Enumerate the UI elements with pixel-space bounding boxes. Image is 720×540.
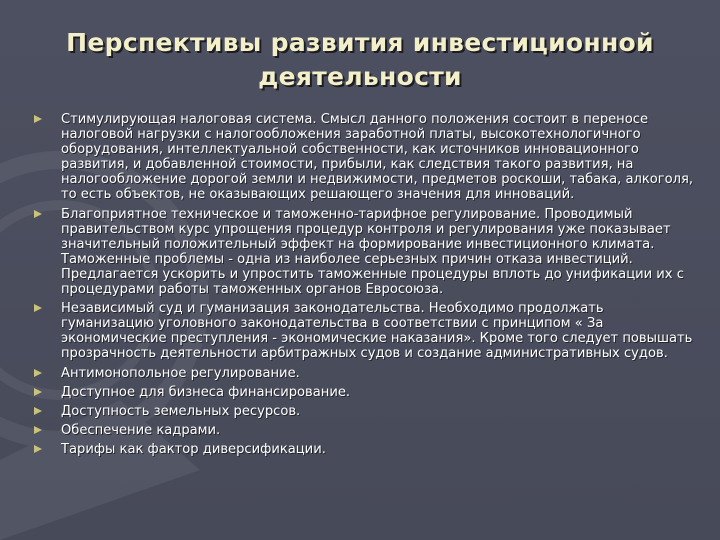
list-item — [34, 207, 700, 298]
list-item — [34, 442, 700, 457]
bullet-text: Тарифы как фактор диверсификации. — [61, 441, 326, 457]
bullet-text: Стимулирующая налоговая система. Смысл данного положения состоит в переносе налоговой нагрузки с налогообложения заработной платы, высокотехнологичного оборудования, интеллектуальной собственности, как источников инновационного развития, и добавленной стоимости, прибыли, как следствия такого развития, на налогообложение дорогой земли и недвижимости, предметов роскоши, табака, алкоголя, то есть объектов, не оказывающих решающего значения для инноваций. — [61, 112, 694, 203]
list-item — [34, 404, 700, 419]
triangle-bullet-icon — [34, 445, 42, 453]
list-item — [34, 112, 700, 203]
list-item — [34, 385, 700, 400]
triangle-bullet-icon — [34, 407, 42, 415]
bullet-text: Обеспечение кадрами. — [61, 422, 221, 438]
list-item — [34, 301, 700, 361]
bullet-text: Независимый суд и гуманизация законодательства. Необходимо продолжать гуманизацию уголовного законодательства в соответствии с принципом « За экономические преступления - экономические наказания». Кроме того следует повышать прозрачность деятельности арбитражных судов и создание административных судов. — [61, 301, 693, 362]
bullet-text: Благоприятное техническое и таможенно-тарифное регулирование. Проводимый правительством курс упрощения процедур контроля и регулирования уже показывает значительный положительный эффект на формирование инвестиционного климата. Таможенные проблемы - одна из наиболее серьезных причин отказа инвестиций. Предлагается ускорить и упростить таможенные процедуры вплоть до унификации их с процедурами работы таможенных органов Евросоюза. — [61, 206, 684, 298]
triangle-bullet-icon — [34, 304, 42, 312]
triangle-bullet-icon — [34, 369, 42, 377]
bullet-text: Антимонопольное регулирование. — [61, 365, 300, 381]
slide-title: Перспективы развития инвестиционной деятельности — [66, 28, 654, 91]
triangle-bullet-icon — [34, 115, 42, 123]
list-item — [34, 366, 700, 381]
bullet-text: Доступное для бизнеса финансирование. — [61, 384, 351, 400]
bullet-list — [34, 112, 700, 461]
bullet-text: Доступность земельных ресурсов. — [61, 403, 301, 419]
triangle-bullet-icon — [34, 388, 42, 396]
triangle-bullet-icon — [34, 210, 42, 218]
list-item — [34, 423, 700, 438]
triangle-bullet-icon — [34, 426, 42, 434]
